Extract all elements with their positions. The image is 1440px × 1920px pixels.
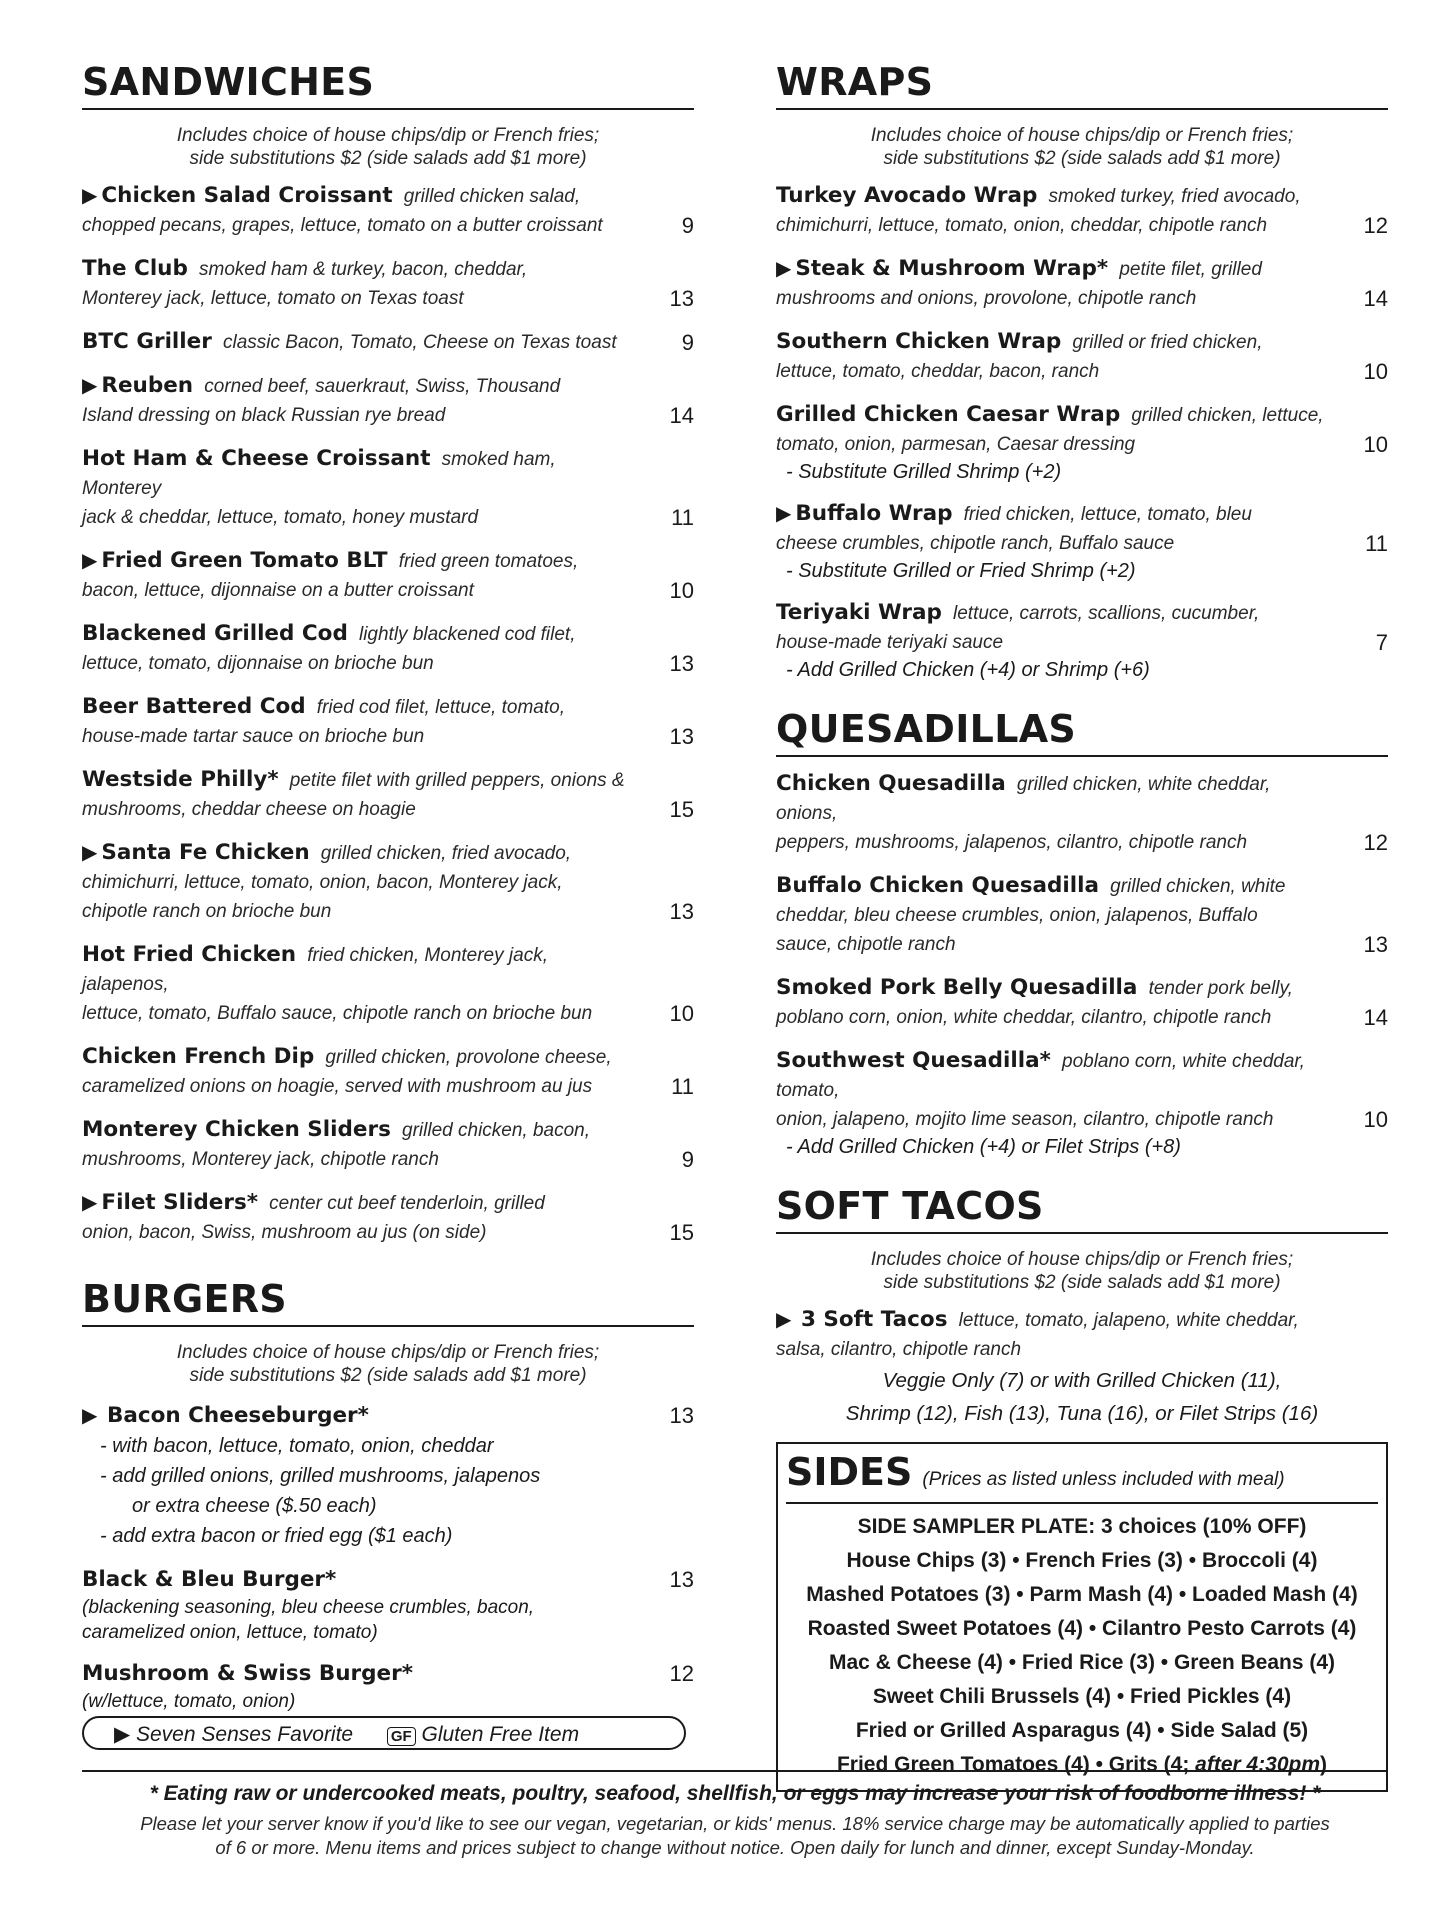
item-price: 11 bbox=[1365, 531, 1388, 556]
item-price: 10 bbox=[1363, 432, 1388, 457]
menu-item-monterey-chicken-sliders bbox=[82, 1115, 694, 1174]
item-name: Turkey Avocado Wrap bbox=[776, 183, 1038, 208]
item-price: 15 bbox=[669, 1220, 694, 1245]
item-price: 9 bbox=[681, 330, 694, 355]
quesadillas-heading: QUESADILLAS bbox=[776, 705, 1388, 757]
menu-item-black-bleu-burger: Black & Bleu Burger* 13 (blackening seasoning, bleu cheese crumbles, bacon, caramelized onion, lettuce, tomato) bbox=[82, 1567, 694, 1643]
item-price: 13 bbox=[1363, 932, 1388, 957]
sandwich-list bbox=[82, 181, 694, 1247]
item-description: grilled chicken, lettuce, bbox=[1131, 405, 1324, 426]
item-name: Grilled Chicken Caesar Wrap bbox=[776, 402, 1121, 427]
legend bbox=[82, 1716, 686, 1750]
item-price: 10 bbox=[1363, 1107, 1388, 1132]
item-name: Bacon Cheeseburger* bbox=[106, 1403, 369, 1428]
item-price: 9 bbox=[681, 213, 694, 238]
item-price: 12 bbox=[1363, 830, 1388, 855]
item-description: Monterey jack, lettuce, tomato on Texas toast bbox=[82, 288, 464, 309]
item-description: smoked ham & turkey, bacon, cheddar, bbox=[199, 259, 528, 280]
sides-box bbox=[776, 1442, 1388, 1792]
item-price: 15 bbox=[669, 797, 694, 822]
menu-item-blackened-grilled-cod bbox=[82, 619, 694, 678]
item-name: Chicken Salad Croissant bbox=[101, 183, 393, 208]
menu-item-turkey-avocado-wrap bbox=[776, 181, 1388, 240]
item-name: Southern Chicken Wrap bbox=[776, 329, 1062, 354]
item-name: Black & Bleu Burger* bbox=[82, 1567, 337, 1592]
item-description: fried chicken, lettuce, tomato, bleu bbox=[963, 504, 1252, 525]
menu-item-btc-griller bbox=[82, 327, 694, 357]
footer-info: Please let your server know if you'd like to see our vegan, vegetarian, or kids' menus. 18% service charge may be automatically applied to parties of 6 or more. Menu items and prices subject to change without notice. Open daily for lunch and dinner, except Sunday-Monday. bbox=[140, 1813, 1330, 1858]
item-description: center cut beef tenderloin, grilled bbox=[269, 1193, 545, 1214]
item-option: - Add Grilled Chicken (+4) or Shrimp (+6) bbox=[786, 659, 1150, 681]
item-price: 14 bbox=[1363, 286, 1388, 311]
item-price: 7 bbox=[1375, 630, 1388, 655]
item-description: chimichurri, lettuce, tomato, onion, cheddar, chipotle ranch bbox=[776, 215, 1268, 236]
item-price: 10 bbox=[1363, 359, 1388, 384]
menu-item-filet-sliders bbox=[82, 1188, 694, 1247]
item-description: sauce, chipotle ranch bbox=[776, 934, 956, 955]
item-price: 13 bbox=[669, 724, 694, 749]
item-description: classic Bacon, Tomato, Cheese on Texas toast bbox=[223, 332, 617, 353]
menu-item-westside-philly bbox=[82, 765, 694, 824]
menu-item-chicken-salad-croissant bbox=[82, 181, 694, 240]
item-description: grilled chicken, bacon, bbox=[402, 1120, 591, 1141]
item-name: Hot Fried Chicken bbox=[82, 942, 297, 967]
menu-item-reuben bbox=[82, 371, 694, 430]
item-option: - Substitute Grilled Shrimp (+2) bbox=[786, 461, 1062, 483]
item-description: grilled chicken, white cheddar, onions, bbox=[776, 774, 1271, 824]
menu-item-buffalo-chicken-quesadilla bbox=[776, 871, 1388, 959]
sides-heading: SIDES (Prices as listed unless included with meal) bbox=[786, 1450, 1378, 1504]
item-name: Reuben bbox=[101, 373, 194, 398]
menu-item-buffalo-wrap bbox=[776, 499, 1388, 584]
item-description: jack & cheddar, lettuce, tomato, honey mustard bbox=[82, 507, 479, 528]
item-name: Monterey Chicken Sliders bbox=[82, 1117, 391, 1142]
item-description: tomato, onion, parmesan, Caesar dressing bbox=[776, 434, 1136, 455]
favorite-icon: ▶ bbox=[776, 503, 792, 525]
menu-item-grilled-chicken-caesar-wrap bbox=[776, 400, 1388, 485]
item-price: 13 bbox=[669, 651, 694, 676]
item-name: The Club bbox=[82, 256, 188, 281]
wrap-list bbox=[776, 181, 1388, 683]
item-description: Island dressing on black Russian rye bread bbox=[82, 405, 446, 426]
item-name: Smoked Pork Belly Quesadilla bbox=[776, 975, 1138, 1000]
item-price: 14 bbox=[669, 403, 694, 428]
item-price: 14 bbox=[1363, 1005, 1388, 1030]
menu-item-chicken-quesadilla bbox=[776, 769, 1388, 857]
item-name: Fried Green Tomato BLT bbox=[101, 548, 388, 573]
item-price: 13 bbox=[669, 286, 694, 311]
favorite-icon: ▶ bbox=[82, 842, 98, 864]
item-description: poblano corn, onion, white cheddar, cilantro, chipotle ranch bbox=[776, 1007, 1272, 1028]
item-description: fried green tomatoes, bbox=[398, 551, 579, 572]
item-name: Blackened Grilled Cod bbox=[82, 621, 348, 646]
left-column bbox=[82, 58, 694, 1728]
item-option: - Substitute Grilled or Fried Shrimp (+2) bbox=[786, 560, 1136, 582]
item-name: Mushroom & Swiss Burger* bbox=[82, 1661, 413, 1686]
item-description: fried cod filet, lettuce, tomato, bbox=[316, 697, 565, 718]
item-name: 3 Soft Tacos bbox=[800, 1307, 948, 1332]
item-name: Chicken Quesadilla bbox=[776, 771, 1006, 796]
item-name: Steak & Mushroom Wrap* bbox=[795, 256, 1109, 281]
menu-item-fried-green-tomato-blt bbox=[82, 546, 694, 605]
favorite-icon: ▶ bbox=[82, 1192, 98, 1214]
tacos-note: Includes choice of house chips/dip or French fries; side substitutions $2 (side salads add $1 more) bbox=[870, 1249, 1294, 1293]
sides-line: Mashed Potatoes (3) • Parm Mash (4) • Loaded Mash (4) bbox=[806, 1583, 1358, 1606]
item-description: grilled chicken salad, bbox=[403, 186, 581, 207]
menu-item-santa-fe-chicken bbox=[82, 838, 694, 926]
item-price: 10 bbox=[669, 1001, 694, 1026]
item-description: lettuce, carrots, scallions, cucumber, bbox=[953, 603, 1260, 624]
menu-item-hot-fried-chicken bbox=[82, 940, 694, 1028]
favorite-icon: ▶ bbox=[82, 375, 98, 397]
item-description: lettuce, tomato, cheddar, bacon, ranch bbox=[776, 361, 1100, 382]
item-name: Filet Sliders* bbox=[101, 1190, 259, 1215]
item-name: Teriyaki Wrap bbox=[776, 600, 942, 625]
item-description: lightly blackened cod filet, bbox=[358, 624, 576, 645]
sides-line: House Chips (3) • French Fries (3) • Broccoli (4) bbox=[846, 1549, 1318, 1572]
favorite-icon: ▶ bbox=[82, 185, 98, 207]
menu-item-chicken-french-dip bbox=[82, 1042, 694, 1101]
item-description: mushrooms, Monterey jack, chipotle ranch bbox=[82, 1149, 439, 1170]
item-description: petite filet, grilled bbox=[1119, 259, 1262, 280]
item-description: smoked ham, Monterey bbox=[82, 449, 556, 499]
wraps-note: Includes choice of house chips/dip or French fries; side substitutions $2 (side salads add $1 more) bbox=[870, 125, 1294, 169]
item-description: peppers, mushrooms, jalapenos, cilantro, chipotle ranch bbox=[776, 832, 1248, 853]
item-name: Westside Philly* bbox=[82, 767, 279, 792]
item-description: grilled chicken, white bbox=[1110, 876, 1286, 897]
sides-note: (Prices as listed unless included with meal) bbox=[922, 1469, 1285, 1490]
item-description: smoked turkey, fried avocado, bbox=[1048, 186, 1301, 207]
favorite-legend-label: Seven Senses Favorite bbox=[136, 1723, 354, 1746]
side-sampler-line: SIDE SAMPLER PLATE: 3 choices (10% OFF) bbox=[857, 1515, 1307, 1538]
item-description: petite filet with grilled peppers, onions & bbox=[289, 770, 625, 791]
favorite-icon: ▶ bbox=[82, 1405, 98, 1427]
item-description: poblano corn, white cheddar, tomato, bbox=[776, 1051, 1305, 1101]
item-description: grilled or fried chicken, bbox=[1072, 332, 1263, 353]
quesadilla-list bbox=[776, 769, 1388, 1160]
menu-item-the-club bbox=[82, 254, 694, 313]
item-description: cheddar, bleu cheese crumbles, onion, jalapenos, Buffalo bbox=[776, 905, 1258, 926]
sides-line: Mac & Cheese (4) • Fried Rice (3) • Green Beans (4) bbox=[828, 1651, 1336, 1674]
item-description: house-made tartar sauce on brioche bun bbox=[82, 726, 425, 747]
burgers-heading: BURGERS bbox=[82, 1275, 694, 1327]
item-description: mushrooms and onions, provolone, chipotle ranch bbox=[776, 288, 1197, 309]
item-option: - Add Grilled Chicken (+4) or Filet Strips (+8) bbox=[786, 1136, 1181, 1158]
item-description: onion, jalapeno, mojito lime season, cilantro, chipotle ranch bbox=[776, 1109, 1274, 1130]
item-price: 11 bbox=[671, 505, 694, 530]
menu-item-soft-tacos: ▶ 3 Soft Tacos lettuce, tomato, jalapeno, white cheddar, salsa, cilantro, chipotle ranch Veggie Only (7) or with Grilled Chicken (11), Shrimp (12), Fish (13), Tuna (16), or Filet Strips (16) bbox=[776, 1307, 1319, 1425]
sandwiches-note: Includes choice of house chips/dip or French fries; side substitutions $2 (side salads add $1 more) bbox=[176, 125, 600, 169]
menu-item-mushroom-swiss-burger: Mushroom & Swiss Burger* 12 (w/lettuce, tomato, onion) bbox=[82, 1661, 694, 1712]
favorite-icon: ▶ bbox=[114, 1723, 131, 1746]
wraps-heading: WRAPS bbox=[776, 58, 1388, 110]
foodborne-warning: * Eating raw or undercooked meats, poultry, seafood, shellfish, or eggs may increase your risk of foodborne illness! * bbox=[149, 1782, 1321, 1805]
sides-line: Roasted Sweet Potatoes (4) • Cilantro Pesto Carrots (4) bbox=[807, 1617, 1357, 1640]
item-name: Buffalo Wrap bbox=[795, 501, 953, 526]
item-price: 13 bbox=[669, 899, 694, 924]
item-price: 9 bbox=[681, 1147, 694, 1172]
item-name: BTC Griller bbox=[82, 329, 212, 354]
item-name: Chicken French Dip bbox=[82, 1044, 315, 1069]
item-price: 13 bbox=[669, 1403, 694, 1428]
menu-item-beer-battered-cod bbox=[82, 692, 694, 751]
menu-item-smoked-pork-belly-quesadilla bbox=[776, 973, 1388, 1032]
item-name: Santa Fe Chicken bbox=[101, 840, 310, 865]
item-description: caramelized onions on hoagie, served with mushroom au jus bbox=[82, 1076, 593, 1097]
sides-list bbox=[786, 1510, 1378, 1748]
item-description: mushrooms, cheddar cheese on hoagie bbox=[82, 799, 416, 820]
item-description: tender pork belly, bbox=[1148, 978, 1293, 999]
item-description: cheese crumbles, chipotle ranch, Buffalo sauce bbox=[776, 533, 1175, 554]
item-description: bacon, lettuce, dijonnaise on a butter croissant bbox=[82, 580, 474, 601]
item-description: chipotle ranch on brioche bun bbox=[82, 901, 332, 922]
menu-item-southwest-quesadilla bbox=[776, 1046, 1388, 1160]
menu-item-southern-chicken-wrap bbox=[776, 327, 1388, 386]
sides-line: Fried or Grilled Asparagus (4) • Side Salad (5) bbox=[855, 1719, 1309, 1742]
item-name: Buffalo Chicken Quesadilla bbox=[776, 873, 1100, 898]
item-name: Southwest Quesadilla* bbox=[776, 1048, 1051, 1073]
soft-tacos-heading: SOFT TACOS bbox=[776, 1182, 1388, 1234]
gluten-free-icon: GF bbox=[387, 1727, 416, 1746]
gluten-free-legend-label: Gluten Free Item bbox=[421, 1723, 580, 1746]
item-price: 12 bbox=[669, 1661, 694, 1686]
item-description: lettuce, tomato, Buffalo sauce, chipotle ranch on brioche bun bbox=[82, 1003, 593, 1024]
favorite-icon: ▶ bbox=[82, 550, 98, 572]
right-column bbox=[776, 58, 1388, 1792]
favorite-icon: ▶ bbox=[776, 258, 792, 280]
item-name: Beer Battered Cod bbox=[82, 694, 306, 719]
sides-line: Sweet Chili Brussels (4) • Fried Pickles (4) bbox=[872, 1685, 1292, 1708]
item-description: fried chicken, Monterey jack, jalapenos, bbox=[82, 945, 548, 995]
item-description: chopped pecans, grapes, lettuce, tomato on a butter croissant bbox=[82, 215, 603, 236]
menu-item-steak-mushroom-wrap bbox=[776, 254, 1388, 313]
item-description: onion, bacon, Swiss, mushroom au jus (on side) bbox=[82, 1222, 487, 1243]
item-price: 11 bbox=[671, 1074, 694, 1099]
item-description: chimichurri, lettuce, tomato, onion, bacon, Monterey jack, bbox=[82, 872, 563, 893]
item-price: 12 bbox=[1363, 213, 1388, 238]
menu-item-hot-ham-cheese-croissant bbox=[82, 444, 694, 532]
sandwiches-heading: SANDWICHES bbox=[82, 58, 694, 110]
burgers-note: Includes choice of house chips/dip or French fries; side substitutions $2 (side salads add $1 more) bbox=[176, 1342, 600, 1386]
item-price: 10 bbox=[669, 578, 694, 603]
footer bbox=[82, 1770, 1388, 1860]
item-description: lettuce, tomato, dijonnaise on brioche bun bbox=[82, 653, 434, 674]
menu-item-bacon-cheeseburger: ▶ Bacon Cheeseburger* 13 - with bacon, lettuce, tomato, onion, cheddar - add grilled onions, grilled mushrooms, jalapenos or extra cheese ($.50 each) - add extra bacon or fried egg ($1 each) bbox=[82, 1403, 694, 1547]
item-description: house-made teriyaki sauce bbox=[776, 632, 1004, 653]
item-name: Hot Ham & Cheese Croissant bbox=[82, 446, 431, 471]
item-price: 13 bbox=[669, 1567, 694, 1592]
item-description: grilled chicken, fried avocado, bbox=[320, 843, 572, 864]
sides-line: Fried Green Tomatoes (4) • Grits (4; after 4:30pm) bbox=[836, 1753, 1328, 1776]
item-description: corned beef, sauerkraut, Swiss, Thousand bbox=[204, 376, 561, 397]
favorite-icon: ▶ bbox=[776, 1309, 792, 1331]
item-description: grilled chicken, provolone cheese, bbox=[325, 1047, 612, 1068]
menu-item-teriyaki-wrap bbox=[776, 598, 1388, 683]
